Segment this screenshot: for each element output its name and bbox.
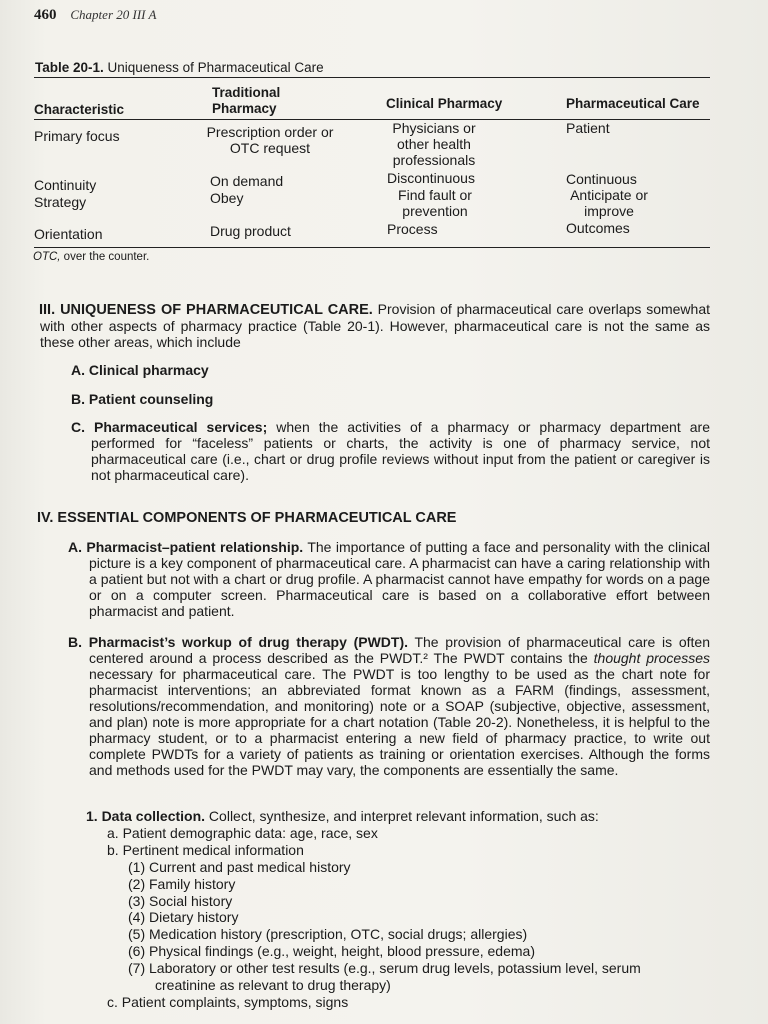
paragraph-pwdt bbox=[68, 634, 710, 778]
list-item-pharmaceutical-services bbox=[71, 419, 710, 483]
table-cell: On demand bbox=[210, 173, 284, 189]
table-cell: Find fault or prevention bbox=[398, 187, 472, 219]
paragraph-text: The provision of pharmaceutical care is often centered around a process described as the PWDT.² The PWDT contains the bbox=[89, 634, 710, 666]
list-item: (1) Current and past medical history bbox=[128, 859, 351, 875]
list-item-clinical-pharmacy: A. Clinical pharmacy bbox=[71, 362, 209, 378]
section-iii-heading: III. UNIQUENESS OF PHARMACEUTICAL CARE. bbox=[39, 302, 373, 318]
table-cell: Strategy bbox=[34, 194, 87, 210]
table-cell: Continuity bbox=[34, 177, 97, 193]
list-item: (5) Medication history (prescription, OTC, social drugs; allergies) bbox=[128, 926, 528, 942]
table-cell: Continuous bbox=[566, 171, 637, 187]
table-cell: Patient bbox=[566, 120, 610, 136]
footnote-abbreviation: OTC, bbox=[33, 251, 61, 263]
section-iii-intro: Provision of pharmaceutical care overlaps somewhat with other aspects of pharmacy practice (Table 20-1). However, pharmaceutical care is not the same as these other areas, which include bbox=[40, 301, 710, 350]
footnote-text: over the counter. bbox=[60, 251, 150, 263]
table-header-clinical: Clinical Pharmacy bbox=[386, 96, 503, 111]
item-label: 1. Data collection. bbox=[86, 808, 206, 824]
list-item-label: C. Pharmaceutical services; bbox=[71, 419, 268, 435]
list-item: (2) Family history bbox=[128, 876, 236, 892]
list-item-continuation: creatinine as relevant to drug therapy) bbox=[155, 977, 391, 993]
paragraph-label: B. Pharmacist’s workup of drug therapy (PWDT). bbox=[68, 634, 409, 650]
chapter-reference: Chapter 20 III A bbox=[70, 7, 157, 22]
list-item-text: when the activities of a pharmacy or pharmacy department are performed for “faceless” patients or charts, the activity is one of pharmacy service, not pharmaceutical care (i.e., chart or drug profile reviews without input from the patient or caregiver is not pharmaceutical care). bbox=[91, 419, 710, 483]
running-head bbox=[34, 6, 156, 24]
paragraph-text: The importance of putting a face and personality with the clinical picture is a key component of pharmaceutical care. A pharmacist can have a caring relationship with a patient but not with a chart or drug profile. A pharmacist cannot have empathy for words on a page or on a computer screen. Pharmaceutical care is based on a collaborative effort between pharmacist and patient. bbox=[89, 539, 711, 619]
table-caption bbox=[35, 60, 324, 75]
table-cell: Physicians or other health professionals bbox=[392, 120, 476, 168]
table-footnote bbox=[33, 251, 149, 263]
list-item: (3) Social history bbox=[128, 893, 233, 909]
paragraph-emphasis: thought processes bbox=[593, 650, 711, 666]
paragraph-label: A. Pharmacist–patient relationship. bbox=[68, 539, 304, 555]
table-header-characteristic: Characteristic bbox=[34, 102, 125, 117]
table-top-rule bbox=[34, 77, 710, 78]
table-cell: Anticipate or improve bbox=[570, 187, 648, 219]
table-label: Table 20-1. bbox=[35, 60, 104, 75]
table-cell: Process bbox=[387, 221, 438, 237]
section-iv-heading: IV. ESSENTIAL COMPONENTS OF PHARMACEUTICAL CARE bbox=[37, 510, 457, 526]
table-header-pharmaceutical-care: Pharmaceutical Care bbox=[566, 96, 700, 111]
table-title: Uniqueness of Pharmaceutical Care bbox=[107, 60, 324, 75]
table-header-traditional: Traditional Pharmacy bbox=[212, 85, 281, 116]
page-number: 460 bbox=[34, 7, 57, 23]
table-cell: Discontinuous bbox=[387, 170, 475, 186]
table-bottom-rule bbox=[34, 247, 710, 248]
table-cell: Prescription order or OTC request bbox=[206, 124, 334, 156]
item-text: Collect, synthesize, and interpret relevant information, such as: bbox=[205, 808, 599, 824]
sub-item-medical-info: b. Pertinent medical information bbox=[107, 842, 304, 858]
list-item: (6) Physical findings (e.g., weight, height, blood pressure, edema) bbox=[128, 943, 535, 959]
table-cell: Outcomes bbox=[566, 220, 630, 236]
list-item: (4) Dietary history bbox=[128, 909, 239, 925]
table-cell: Orientation bbox=[34, 226, 103, 242]
section-iii-paragraph bbox=[40, 301, 710, 350]
table-cell: Primary focus bbox=[34, 128, 120, 144]
paragraph-pharmacist-patient-relationship bbox=[68, 539, 710, 619]
table-cell: Obey bbox=[210, 190, 244, 206]
table-cell: Drug product bbox=[210, 223, 291, 239]
list-item: (7) Laboratory or other test results (e.g., serum drug levels, potassium level, serum bbox=[128, 960, 641, 976]
sub-item-complaints: c. Patient complaints, symptoms, signs bbox=[107, 994, 349, 1010]
paragraph-text: necessary for pharmaceutical care. The PWDT is too lengthy to be used as the chart note for pharmacist interventions; an abbreviated format known as a FARM (findings, assessment, resolutions/recommendation, and monitoring) note or a SOAP (subjective, objective, assessment, and plan) note is more appropriate for a chart notation (Table 20-2). Nonetheless, it is helpful to the pharmacy student, or to a pharmacist entering a new field of pharmacy practice, to write out complete PWDTs for a variety of patients as training or orientation exercises. Although the forms and methods used for the PWDT may vary, the components are essentially the same. bbox=[89, 666, 710, 778]
sub-item-demographics: a. Patient demographic data: age, race, sex bbox=[107, 825, 378, 841]
list-item-patient-counseling: B. Patient counseling bbox=[71, 391, 214, 407]
item-data-collection bbox=[86, 808, 599, 824]
